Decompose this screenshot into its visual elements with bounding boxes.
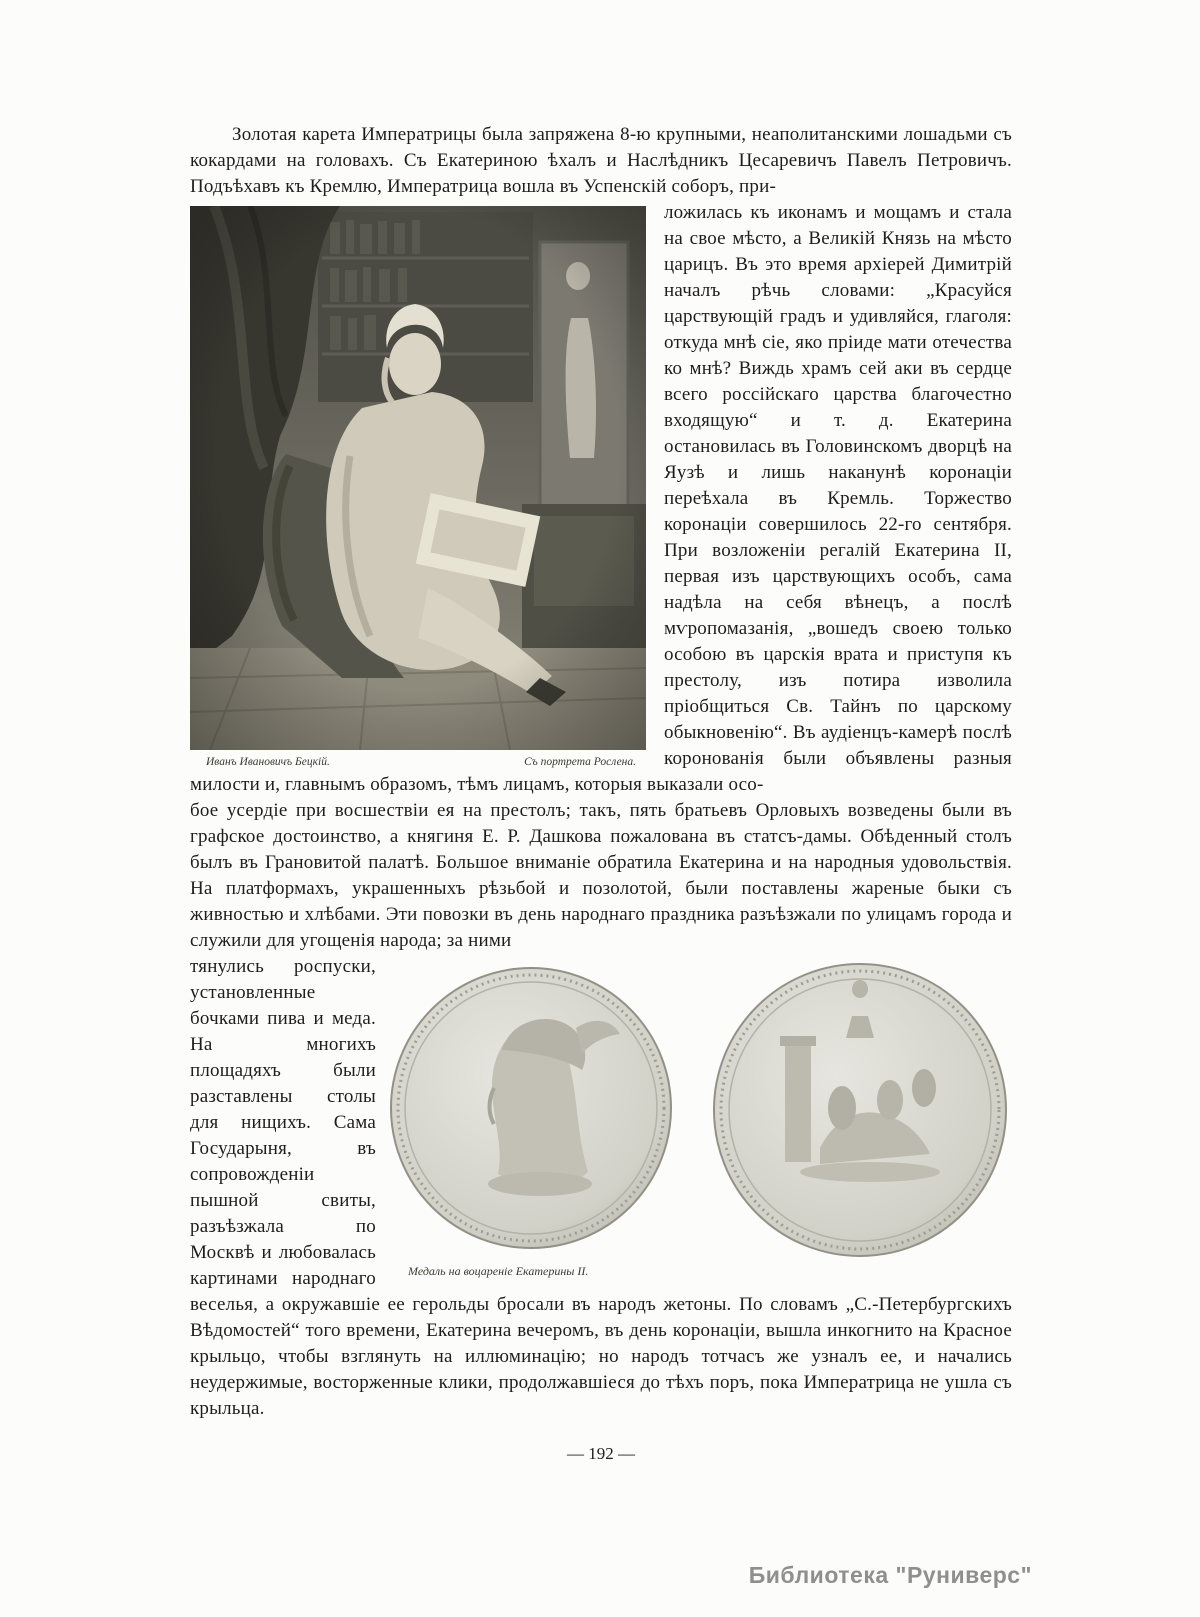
medals-figure	[390, 958, 1012, 1279]
portrait-section	[190, 200, 1012, 798]
portrait-caption-left: Иванъ Ивановичъ Бецкій.	[206, 756, 330, 768]
portrait-engraving-image	[190, 206, 646, 750]
library-watermark: Библиотека "Руниверс"	[748, 1562, 1032, 1588]
medal-images	[390, 958, 1012, 1260]
medal-reverse	[714, 964, 1006, 1256]
portrait-caption	[190, 756, 646, 768]
medal-caption: Медаль на воцареніе Екатерины II.	[408, 1264, 589, 1278]
medals-section	[190, 954, 1012, 1422]
portrait-engraving-art	[190, 206, 646, 750]
paragraph-intro: Золотая карета Императрицы была запряжена 8-ю крупными, неаполитанскими лошадьми съ кокардами на головахъ. Съ Екатериною ѣхалъ и Наслѣдникъ Цесаревичъ Павелъ Петровичъ. Подъѣхавъ къ Кремлю, Императрица вошла въ Успенскій соборъ, при-	[190, 124, 1012, 197]
paragraph-wrapped-medals: тянулись роспуски, установленные бочками пива и меда. На многихъ площадяхъ были разставлены столы для нищихъ. Сама Государыня, въ сопровожденіи пышной свиты, разъѣзжала по Москвѣ и любовалась картинами народнаго веселья, а окружавшіе ее герольды бросали въ народъ жетоны. По словамъ „С.-Петербургскихъ Вѣдомостей“ того времени, Екатерина вечеромъ, въ день коронаціи, вышла инкогнито на Красное крыльцо, чтобы взглянуть на иллюминацію; но народъ тотчасъ же узналъ ее, и начались неудержимые, восторженные клики, продолжавшіеся до тѣхъ поръ, пока Императрица не ушла съ крыльца.	[190, 956, 1012, 1419]
page-content	[190, 122, 1012, 1464]
page-number: — 192 —	[567, 1444, 635, 1463]
paragraph-wrapped-portrait: ложилась къ иконамъ и мощамъ и стала на свое мѣсто, а Великій Князь на мѣсто царицъ. Въ это время архіерей Димитрій началъ рѣчь словами: „Красуйся царствующій градъ и удивляйся, глаголя: откуда мнѣ сіе, яко пріиде мати отечества ко мнѣ? Виждь храмъ сей аки въ сердце всего россійскаго царства благочестно входящую“ и т. д. Екатерина остановилась въ Головинскомъ дворцѣ на Яузѣ и лишь наканунѣ коронаціи переѣхала въ Кремль. Торжество коронаціи совершилось 22-го сентября. При возложеніи регалій Екатерина II, первая изъ царствующихъ особъ, сама надѣла на себя вѣнецъ, а послѣ мѵропомазанія, „вошедъ своею только особою въ царскія врата и приступя къ престолу, изъ потира изволила пріобщиться Св. Тайнъ по царскому обыкновенію“. Въ аудіенцъ-камерѣ послѣ коронованія были объявлены разныя милости и, главнымъ образомъ, тѣмъ лицамъ, которыя выказали осо-	[190, 202, 1012, 795]
medal-art	[390, 958, 1012, 1260]
medal-obverse	[391, 968, 671, 1248]
portrait-caption-right: Съ портрета Рослена.	[524, 756, 636, 768]
portrait-figure	[190, 206, 646, 768]
paragraph-middle: бое усердіе при восшествіи ея на престолъ; такъ, пять братьевъ Орловыхъ возведены были въ графское достоинство, а княгиня Е. Р. Дашкова пожалована въ статсъ-дамы. Обѣденный столъ былъ въ Грановитой палатѣ. Большое вниманіе обратила Екатерина и на народныя удовольствія. На платформахъ, украшенныхъ рѣзьбой и позолотой, были поставлены жареные быки съ живностью и хлѣбами. Эти повозки въ день народнаго праздника разъѣзжали по улицамъ города и служили для угощенія народа; за ними	[190, 800, 1012, 951]
